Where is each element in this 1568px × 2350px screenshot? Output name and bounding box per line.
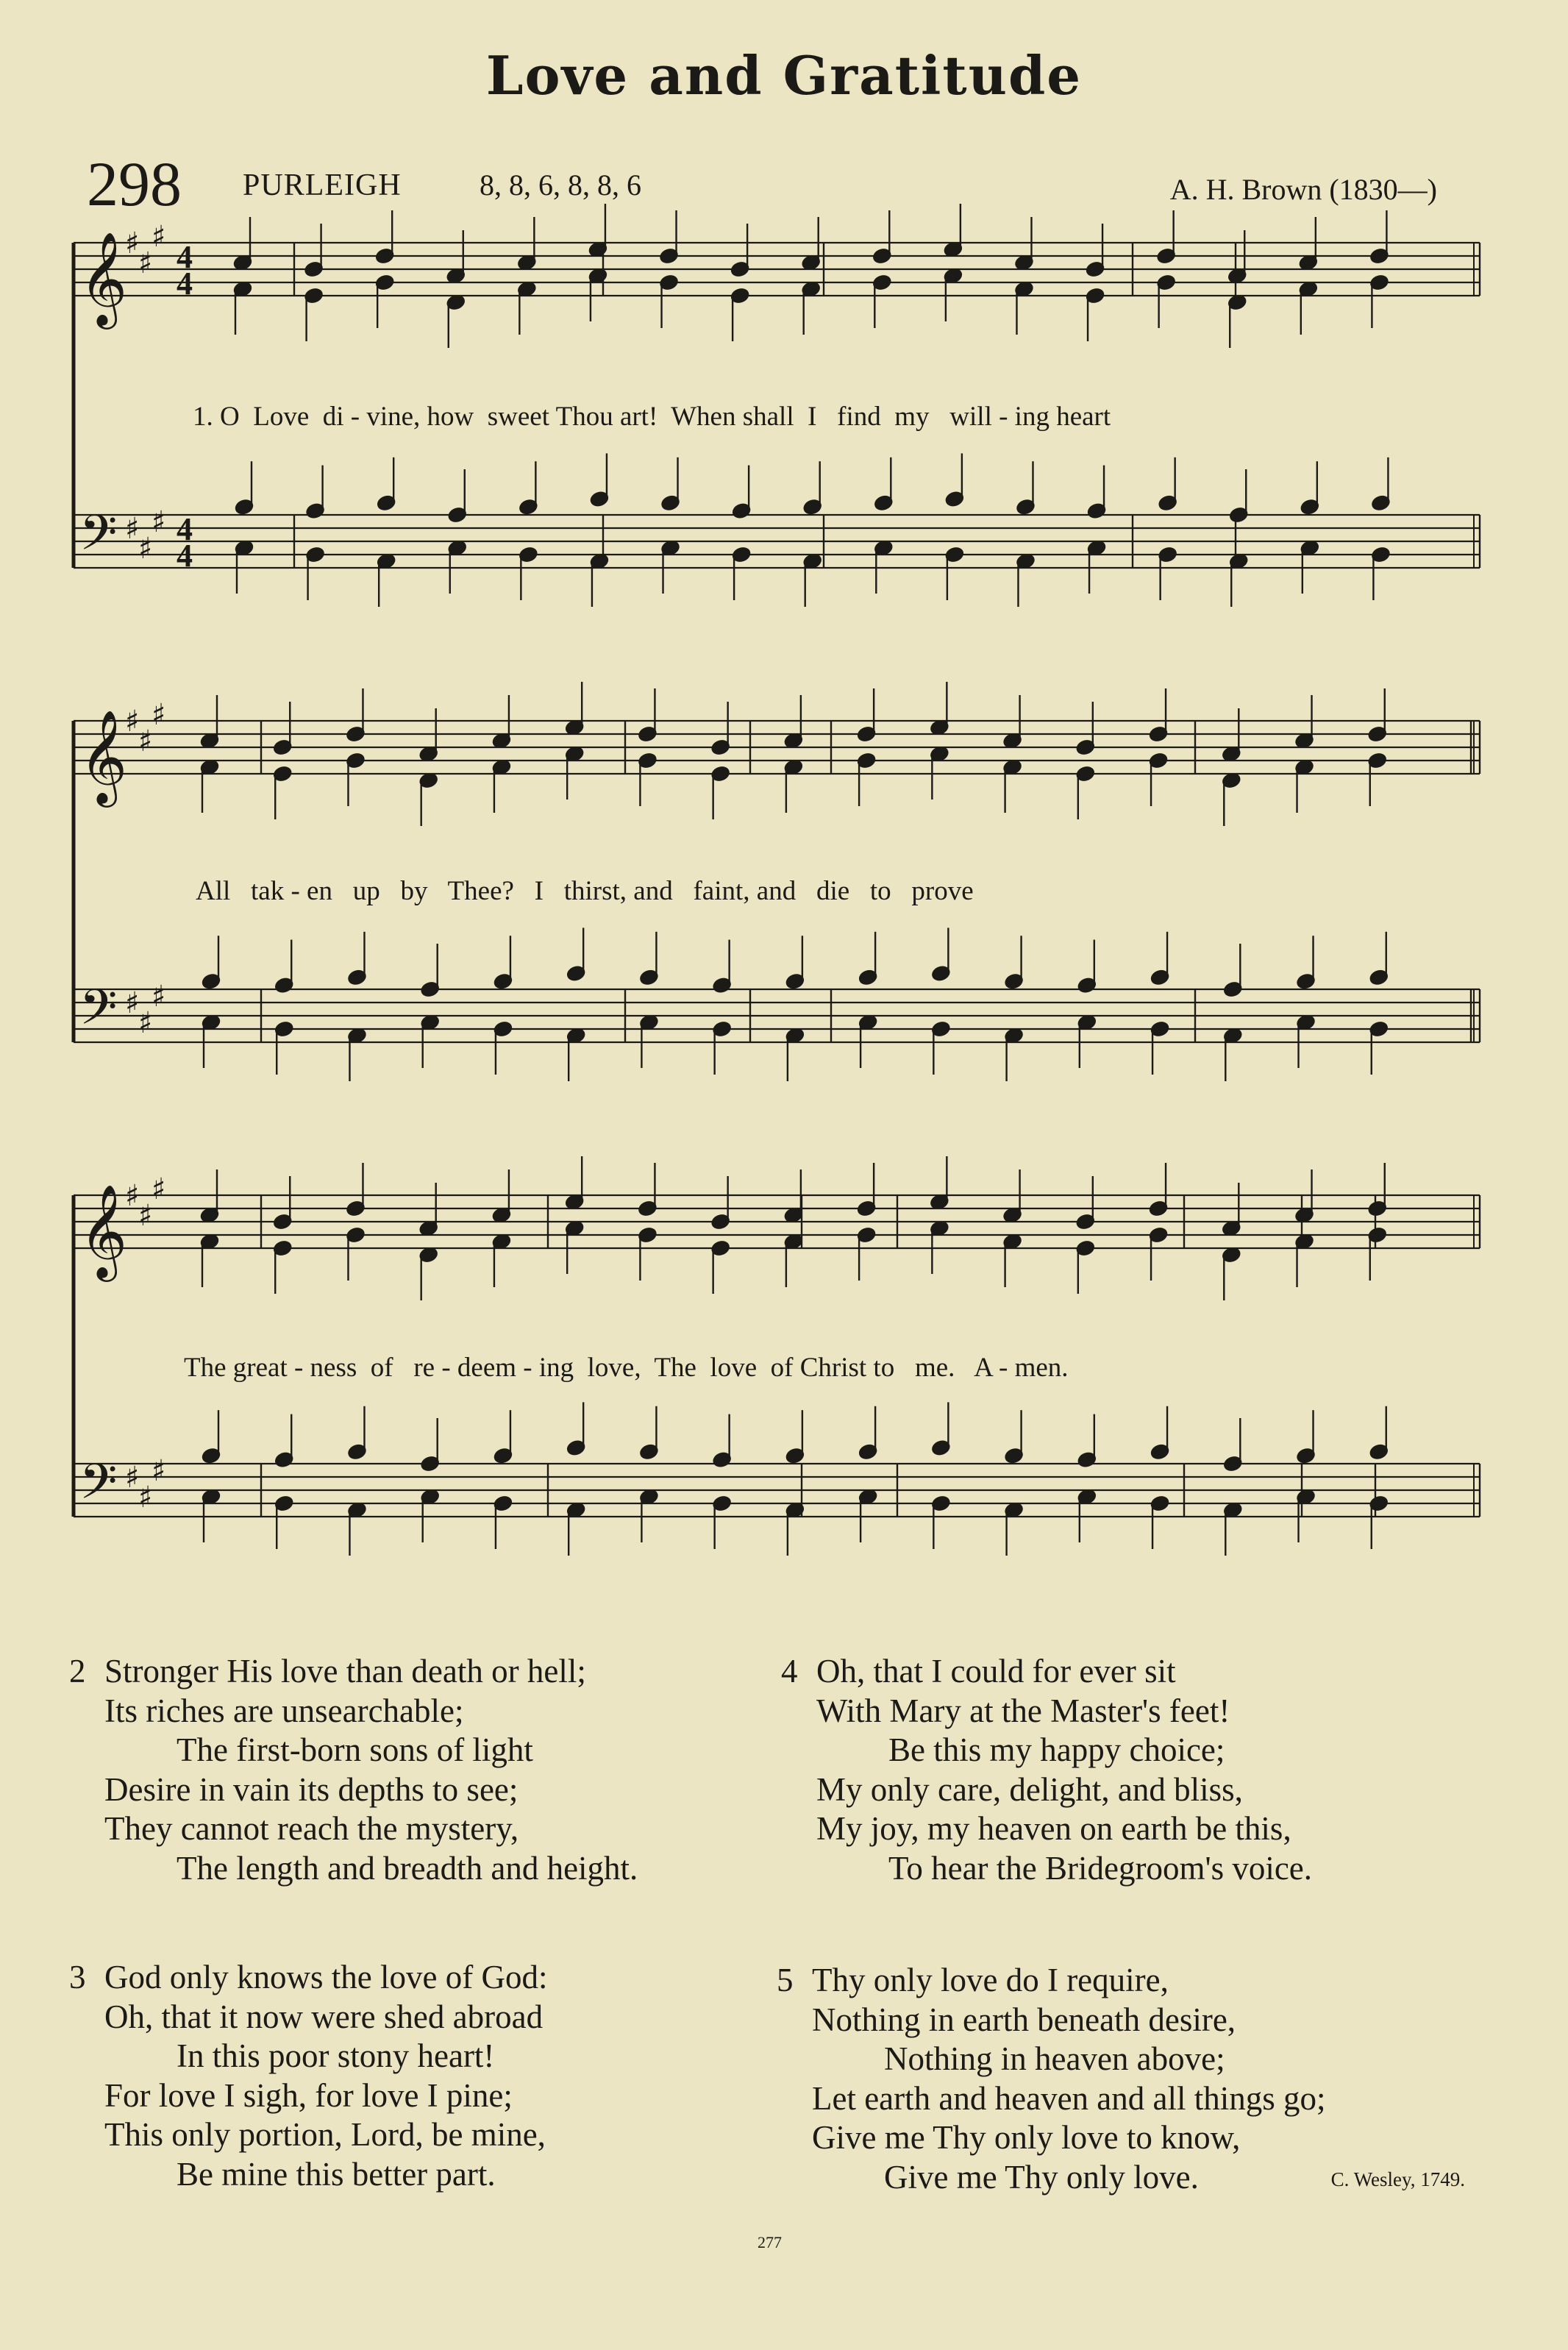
composer: A. H. Brown (1830—)	[1169, 173, 1437, 206]
verse-number: 3	[69, 1959, 86, 1995]
verse-line: God only knows the love of God:	[104, 1959, 548, 1995]
bass-clef-icon: 𝄢	[79, 505, 118, 573]
verse-line: In this poor stony heart!	[177, 2037, 495, 2074]
verse-line: With Mary at the Master's feet!	[816, 1692, 1230, 1729]
lyrics-system-2: All tak - en up by Thee? I thirst, and faint, and die to prove	[196, 876, 974, 906]
sharp-sign: ♯	[125, 1461, 140, 1495]
verse-line: Oh, that it now were shed abroad	[104, 1998, 544, 2035]
sharp-sign: ♯	[125, 512, 140, 546]
sharp-sign: ♯	[152, 1454, 166, 1488]
verse-line: Be mine this better part.	[177, 2155, 496, 2193]
verse-line: For love I sigh, for love I pine;	[104, 2076, 513, 2114]
sharp-sign: ♯	[152, 505, 166, 539]
verse-line: To hear the Bridegroom's voice.	[888, 1849, 1313, 1887]
sharp-sign: ♯	[138, 1481, 153, 1514]
verse-line: My only care, delight, and bliss,	[816, 1770, 1243, 1808]
bass-clef-icon: 𝄢	[79, 979, 118, 1047]
verse-3	[69, 1958, 790, 2201]
sharp-sign: ♯	[138, 1006, 153, 1040]
verse-number: 5	[777, 1962, 794, 1998]
tune-name: PURLEIGH	[243, 168, 402, 202]
sharp-sign: ♯	[152, 698, 166, 732]
verse-line: Nothing in earth beneath desire,	[812, 2001, 1236, 2038]
verse-line: They cannot reach the mystery,	[104, 1810, 519, 1847]
verse-line: Its riches are unsearchable;	[104, 1692, 464, 1729]
verse-line: Give me Thy only love to know,	[812, 2119, 1241, 2156]
verse-line: The first-born sons of light	[177, 1731, 533, 1768]
verse-number: 4	[781, 1653, 798, 1689]
verse-2	[69, 1652, 790, 1895]
lyrics-system-3: The great - ness of re - deem - ing love, The love of Christ to me. A - men.	[184, 1353, 1069, 1383]
sharp-sign: ♯	[152, 1172, 166, 1206]
sharp-sign: ♯	[138, 724, 153, 758]
sharp-sign: ♯	[138, 246, 153, 280]
page-number: 277	[758, 2233, 782, 2251]
sharp-sign: ♯	[125, 986, 140, 1020]
meter: 8, 8, 6, 8, 8, 6	[480, 168, 641, 202]
verse-line: Stronger His love than death or hell;	[104, 1653, 586, 1689]
verse-line: Be this my happy choice;	[888, 1731, 1225, 1768]
verse-5	[777, 1961, 1497, 2204]
time-signature: 4	[177, 538, 193, 574]
sharp-sign: ♯	[125, 1179, 140, 1213]
treble-clef-icon: 𝄞	[79, 231, 128, 325]
treble-clef-icon: 𝄞	[79, 1183, 128, 1278]
treble-clef-icon: 𝄞	[79, 709, 128, 803]
verse-line: Thy only love do I require,	[812, 1962, 1169, 1998]
sharp-sign: ♯	[125, 227, 140, 260]
lyrics-system-1: 1. O Love di - vine, how sweet Thou art! When shall I find my will - ing heart	[193, 402, 1111, 432]
section-title: Love and Gratitude	[485, 44, 1083, 107]
time-signature: 4	[177, 239, 193, 275]
verse-number: 2	[69, 1653, 86, 1689]
sharp-sign: ♯	[152, 220, 166, 254]
sharp-sign: ♯	[152, 980, 166, 1014]
verse-line: Nothing in heaven above;	[884, 2040, 1225, 2077]
verse-line: Give me Thy only love.	[884, 2158, 1199, 2196]
time-signature: 4	[177, 266, 193, 302]
verse-line: The length and breadth and height.	[177, 1849, 638, 1887]
sharp-sign: ♯	[138, 1199, 153, 1233]
hymn-author: C. Wesley, 1749.	[1330, 2168, 1465, 2190]
verse-line: Let earth and heaven and all things go;	[812, 2079, 1326, 2117]
verse-line: This only portion, Lord, be mine,	[104, 2116, 546, 2153]
time-signature: 4	[177, 511, 193, 547]
hymn-number: 298	[87, 149, 182, 219]
bass-clef-icon: 𝄢	[79, 1453, 118, 1522]
verse-line: Oh, that I could for ever sit	[816, 1653, 1176, 1689]
verse-line: Desire in vain its depths to see;	[104, 1770, 518, 1808]
verse-line: My joy, my heaven on earth be this,	[816, 1810, 1291, 1847]
verse-4	[781, 1652, 1487, 1895]
sharp-sign: ♯	[125, 705, 140, 738]
sharp-sign: ♯	[138, 532, 153, 566]
